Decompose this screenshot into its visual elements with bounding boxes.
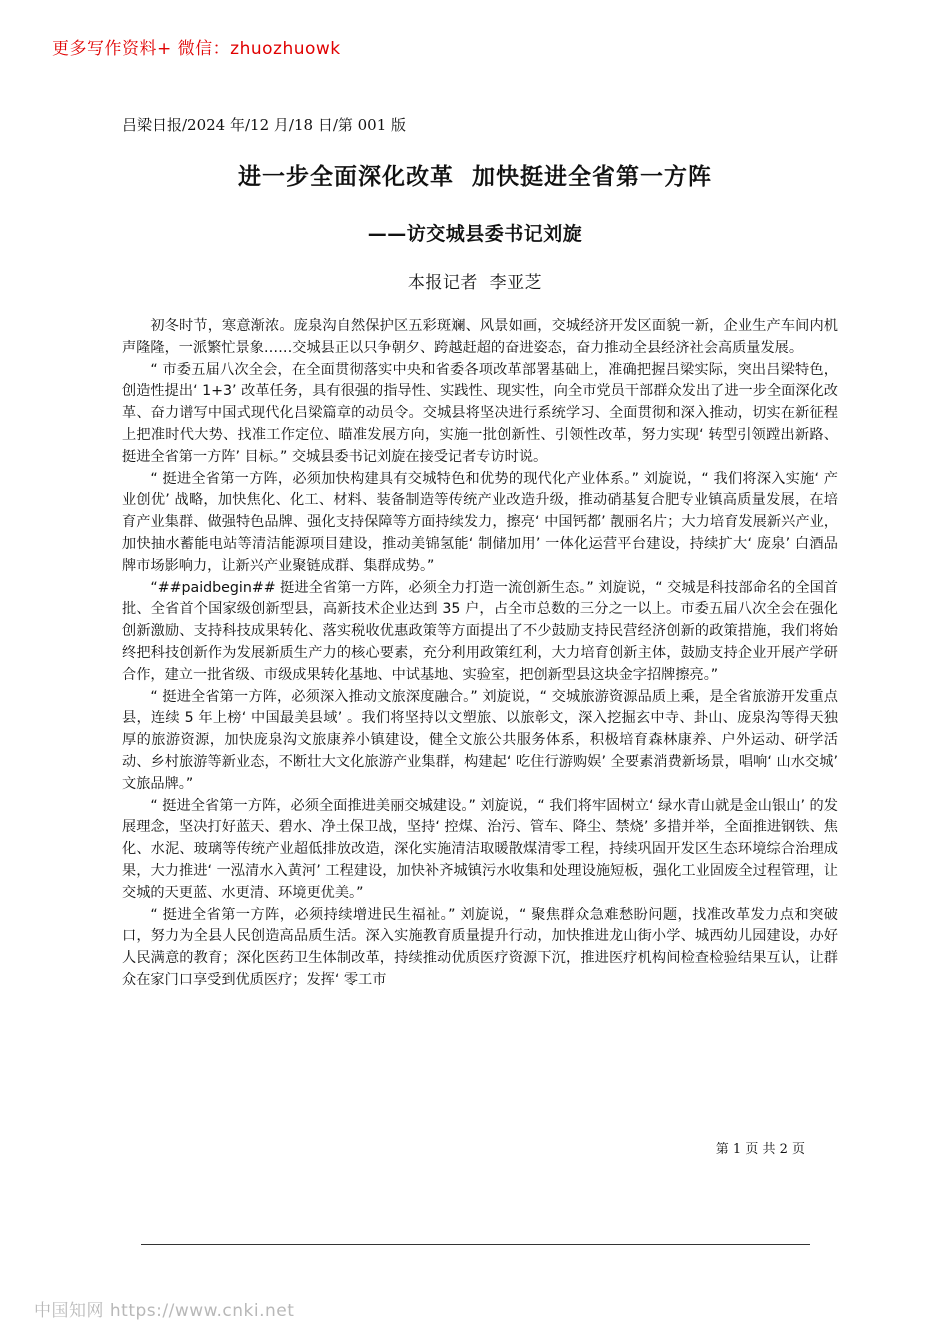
promo-banner: 更多写作资料+ 微信：zhuozhuowk	[52, 39, 341, 59]
article-body	[122, 316, 838, 992]
article-byline: 本报记者 李亚芝	[407, 273, 543, 293]
page-indicator: 第 1 页 共 2 页	[715, 1142, 805, 1157]
paragraph-livelihood: “ 挺进全省第一方阵，必须持续增进民生福祉。” 刘旋说，“ 聚焦群众急难愁盼问题，找准改革发力点和突破口，努力为全县人民创造高品质生活。深入实施教育质量提升行动，加快推进龙山街小学、城西幼儿园建设，办好人民满意的教育；深化医药卫生体制改革，持续推动优质医疗资源下沉，推进医疗机构间检查检验结果互认，让群众在家门口享受到优质医疗；发挥‘ 零工市	[122, 906, 838, 988]
cnki-watermark: 中国知网 https://www.cnki.net	[34, 1301, 295, 1321]
article-title: 进一步全面深化改革 加快挺进全省第一方阵	[237, 164, 712, 190]
paragraph-industry: “ 挺进全省第一方阵，必须加快构建具有交城特色和优势的现代化产业体系。” 刘旋说，“ 我们将深入实施‘ 产业创优’ 战略，加快焦化、化工、材料、装备制造等传统产业改造升级，推动硝基复合肥专业镇高质量发展，在培育产业集群、做强特色品牌、强化支持保障等方面持续发力，擦亮‘ 中国钙都’ 靓丽名片；大力培育发展新兴产业，加快抽水蓄能电站等清洁能源项目建设，推动美锦氢能‘ 制储加用’ 一体化运营平台建设，持续扩大‘ 庞泉’ 白酒品牌市场影响力，让新兴产业聚链成群、集群成势。”	[122, 470, 838, 574]
paragraph-intro: 初冬时节，寒意渐浓。庞泉沟自然保护区五彩斑斓、风景如画，交城经济开发区面貌一新，企业生产车间内机声隆隆，一派繁忙景象……交城县正以只争朝夕、跨越赶超的奋进姿态，奋力推动全县经济社会高质量发展。	[122, 318, 838, 356]
paragraph-plenary: “ 市委五届八次全会，在全面贯彻落实中央和省委各项改革部署基础上，准确把握吕梁实际，突出吕梁特色，创造性提出‘ 1+3’ 改革任务，具有很强的指导性、实践性、现实性，向全市党员干部群众发出了进一步全面深化改革、奋力谱写中国式现代化吕梁篇章的动员令。交城县将坚决进行系统学习、全面贯彻和深入推动，切实在新征程上把准时代大势、找准工作定位、瞄准发展方向，实施一批创新性、引领性改革，努力实现‘ 转型引领蹚出新路、挺进全省第一方阵’ 目标。” 交城县委书记刘旋在接受记者专访时说。	[122, 361, 838, 465]
article-subtitle: ——访交城县委书记刘旋	[367, 223, 583, 245]
paragraph-innovation: “##paidbegin## 挺进全省第一方阵，必须全力打造一流创新生态。” 刘旋说，“ 交城是科技部命名的全国首批、全省首个国家级创新型县，高新技术企业达到 35 户，占全市总数的三分之一以上。市委五届八次全会在强化创新激励、支持科技成果转化、落实税收优惠政策等方面提出了不少鼓励支持民营经济创新的政策措施，我们将始终把科技创新作为发展新质生产力的核心要素，充分利用政策红利，大力培育创新主体，鼓励支持企业开展产学研合作，建立一批省级、市级成果转化基地、中试基地、实验室，把创新型县这块金字招牌擦亮。”	[122, 579, 838, 683]
footer-divider	[141, 1244, 810, 1245]
paragraph-tourism: “ 挺进全省第一方阵，必须深入推动文旅深度融合。” 刘旋说，“ 交城旅游资源品质上乘，是全省旅游开发重点县，连续 5 年上榜‘ 中国最美县域’ 。我们将坚持以文塑旅、以旅彰文，深入挖掘玄中寺、卦山、庞泉沟等得天独厚的旅游资源，加快庞泉沟文旅康养小镇建设，健全文旅公共服务体系，积极培育森林康养、户外运动、研学活动、乡村旅游等新业态，不断壮大文化旅游产业集群，构建起‘ 吃住行游购娱’ 全要素消费新场景，唱响‘ 山水交城’ 文旅品牌。”	[122, 688, 838, 792]
paragraph-ecology: “ 挺进全省第一方阵，必须全面推进美丽交城建设。” 刘旋说，“ 我们将牢固树立‘ 绿水青山就是金山银山’ 的发展理念，坚决打好蓝天、碧水、净土保卫战，坚持‘ 控煤、治污、管车、降尘、禁烧’ 多措并举，全面推进钢铁、焦化、水泥、玻璃等传统产业超低排放改造，深化实施清洁取暖散煤清零工程，持续巩固开发区生态环境综合治理成果，大力推进‘ 一泓清水入黄河’ 工程建设，加快补齐城镇污水收集和处理设施短板，强化工业固废全过程管理，让交城的天更蓝、水更清、环境更优美。”	[122, 797, 838, 901]
publication-source: 吕梁日报/2024 年/12 月/18 日/第 001 版	[122, 116, 407, 134]
